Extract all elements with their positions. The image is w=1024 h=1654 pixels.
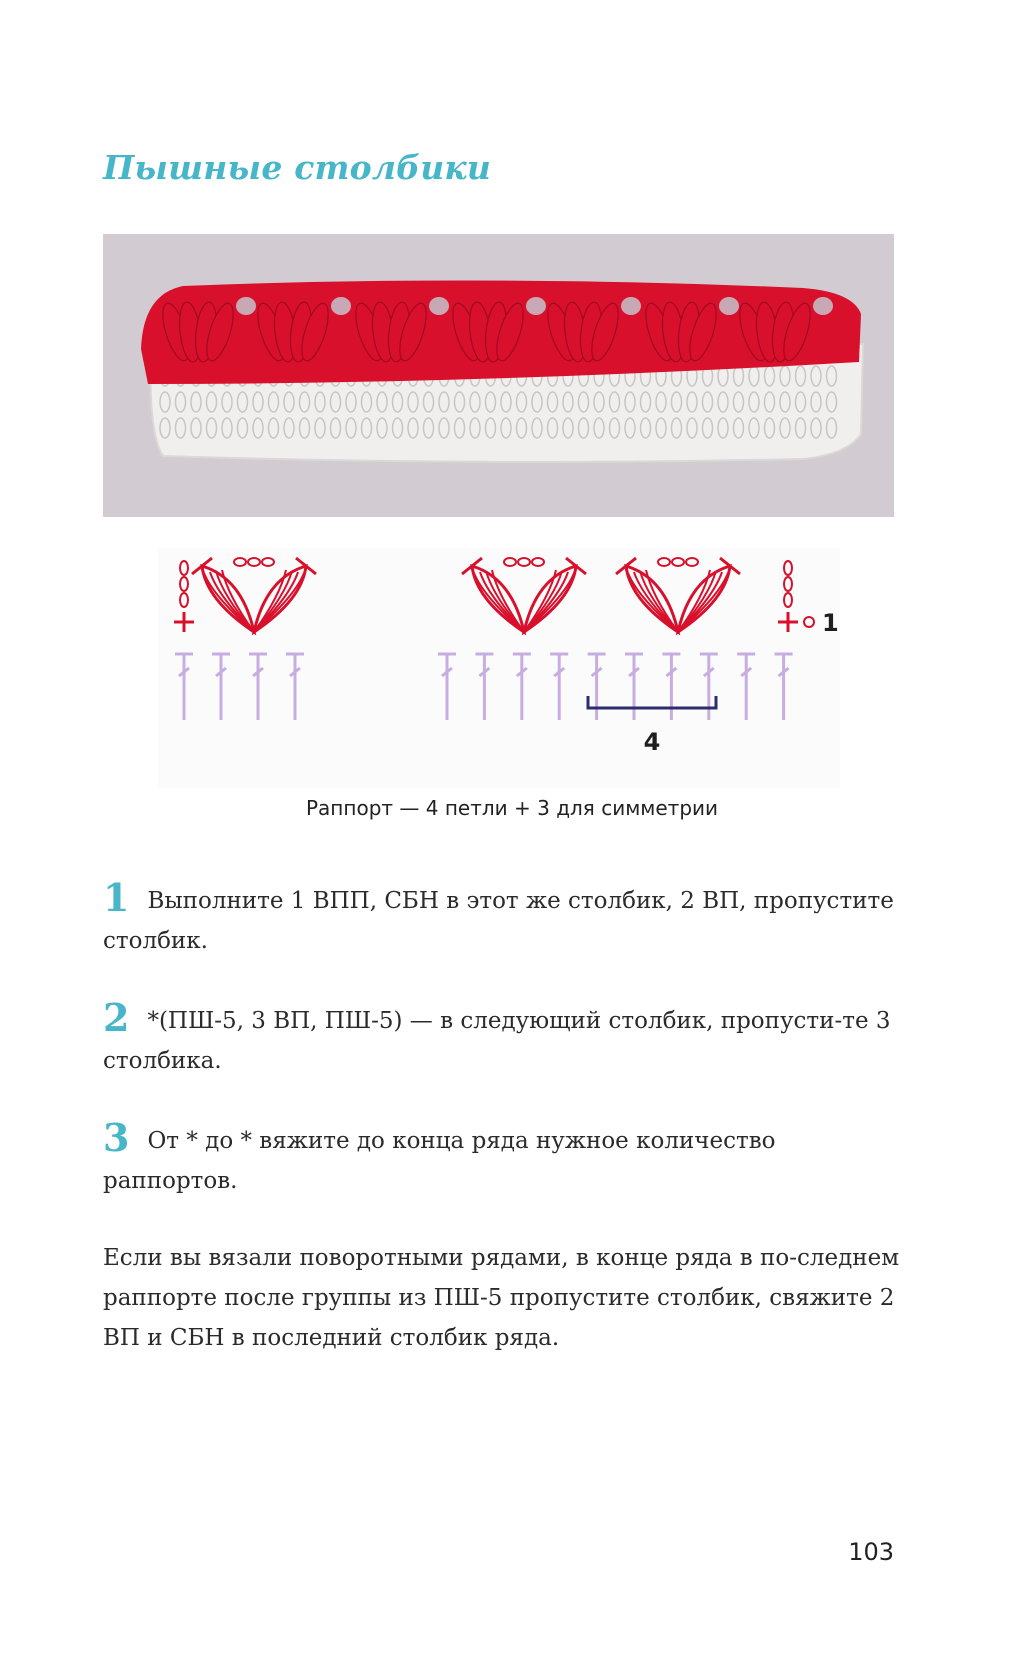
double-crochet-symbol: [212, 654, 230, 720]
step-text: От * до * вяжите до конца ряда нужное количество раппортов.: [103, 1128, 776, 1194]
puff-stitch-symbol: [616, 558, 740, 632]
repeat-bracket: [588, 696, 716, 708]
puff-stitch-symbol: [462, 558, 586, 632]
double-crochet-symbol: [175, 654, 193, 720]
double-crochet-symbol: [700, 654, 718, 720]
chart-caption: Раппорт — 4 петли + 3 для симметрии: [305, 796, 719, 820]
puff-stitch-symbol: [192, 558, 316, 632]
double-crochet-symbol: [286, 654, 304, 720]
repeat-count-label: 4: [643, 728, 661, 756]
double-crochet-symbol: [588, 654, 606, 720]
double-crochet-symbol: [662, 654, 680, 720]
double-crochet-symbol: [550, 654, 568, 720]
double-crochet-symbol: [775, 654, 793, 720]
double-crochet-symbol: [438, 654, 456, 720]
page-number: 103: [848, 1538, 894, 1566]
double-crochet-symbol: [249, 654, 267, 720]
crochet-sample-photo: [103, 234, 894, 517]
crochet-chart: [158, 548, 840, 788]
step-2: [103, 995, 903, 1081]
chain-end-symbol: [778, 561, 798, 632]
step-1: [103, 875, 903, 961]
step-text: *(ПШ-5, 3 ВП, ПШ-5) — в следующий столбик, пропусти-те 3 столбика.: [103, 1008, 891, 1074]
step-3: [103, 1115, 903, 1201]
note-paragraph: Если вы вязали поворотными рядами, в конце ряда в по-следнем раппорте после группы из ПШ-5 пропустите столбик, свяжите 2 ВП и СБН в последний столбик ряда.: [103, 1245, 900, 1351]
chain-start-symbol: [174, 561, 194, 632]
step-number: 2: [103, 995, 130, 1040]
double-crochet-symbol: [737, 654, 755, 720]
double-crochet-symbol: [625, 654, 643, 720]
step-number: 1: [103, 875, 130, 920]
turning-chain-symbol: [804, 617, 814, 627]
double-crochet-symbol: [475, 654, 493, 720]
double-crochet-symbol: [513, 654, 531, 720]
step-text: Выполните 1 ВПП, СБН в этот же столбик, 2 ВП, пропустите столбик.: [103, 888, 894, 954]
step-number: 3: [103, 1115, 130, 1160]
page-title: Пышные столбики: [103, 148, 492, 187]
row-number-label: 1: [822, 609, 839, 637]
